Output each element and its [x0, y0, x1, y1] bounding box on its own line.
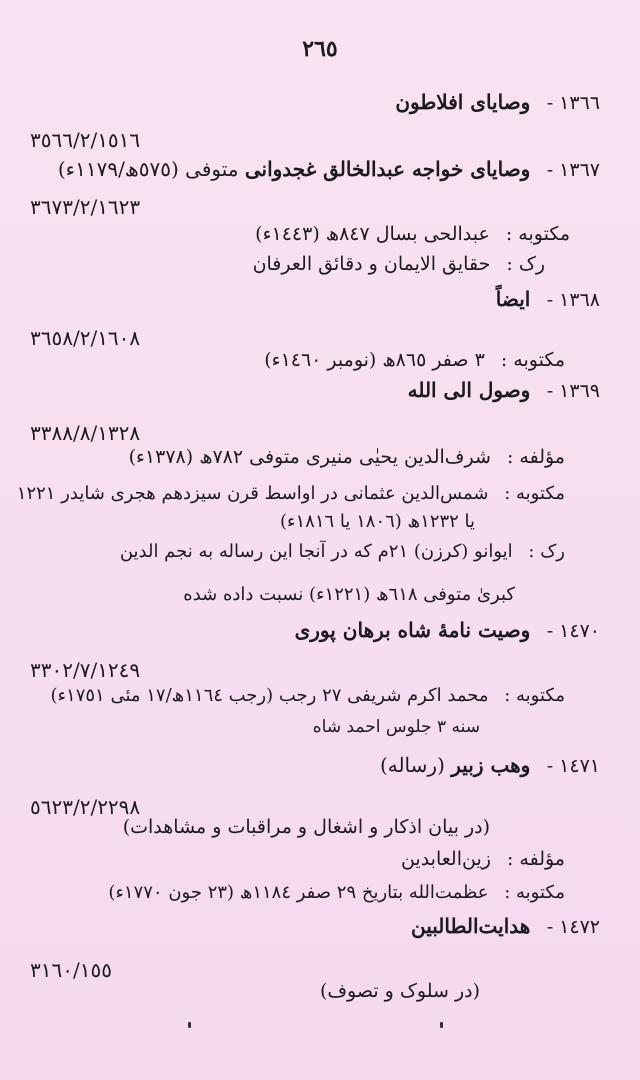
field-label: مکتوبه :	[505, 223, 570, 245]
entry-number: ١٣٦٦ -	[546, 92, 600, 114]
field-text: حقایق الایمان و دقائق العرفان	[252, 253, 491, 275]
field-text: زین‌العابدین	[400, 848, 491, 870]
field-maktubeh	[51, 685, 565, 706]
entry-note: متوفی (٥٧٥ھ/١١٧٩ء)	[57, 157, 239, 181]
field-maktubeh	[17, 483, 565, 504]
field-maktubeh	[264, 349, 565, 371]
field-continuation: یا ١٢٣٢ھ (١٨٠٦ یا ١٨١٦ء)	[280, 511, 475, 532]
field-text: عبدالحی بسال ٨٤٧ھ (١٤٤٣ء)	[255, 223, 490, 245]
shelf-mark: ٣٦٧٣/٢/١٦٢٣	[30, 195, 141, 219]
entry-title: ایضاً	[495, 287, 531, 311]
entry-title: وصول الی الله	[407, 378, 531, 402]
entry-1369	[408, 378, 600, 402]
field-moallefeh	[129, 446, 565, 468]
field-label: رک :	[506, 253, 545, 275]
shelf-mark: ٣٣٨٨/٨/١٣٢٨	[30, 421, 141, 445]
shelf-mark: ٣١٦٠/١٥٥	[30, 958, 112, 982]
field-label: رک :	[528, 541, 565, 562]
entry-number: ١٤٧١ -	[546, 755, 600, 777]
print-mark	[188, 1022, 191, 1028]
entry-number: ١٣٦٧ -	[546, 159, 600, 181]
entry-1472	[411, 914, 600, 938]
entry-title: وصایای خواجه عبدالخالق غجدوانی	[244, 157, 531, 181]
field-maktubeh	[108, 882, 565, 903]
print-mark	[440, 1022, 443, 1028]
shelf-mark: ٣٣٠٢/٧/١٢٤٩	[30, 658, 141, 682]
entry-title: وصیت نامهٔ شاه برهان پوری	[294, 618, 531, 642]
field-label: مکتوبه :	[504, 685, 565, 706]
entry-1471	[380, 753, 600, 777]
page-number: ٢٦٥	[302, 36, 338, 62]
field-label: مکتوبه :	[500, 349, 565, 371]
entry-number: ١٤٧٢ -	[546, 916, 600, 938]
entry-title: هدایت‌الطالبین	[410, 914, 531, 938]
field-label: مؤلفه :	[506, 446, 565, 468]
field-label: مؤلفه :	[506, 848, 565, 870]
field-text: ایوانو (کرزن) ٢١م که در آنجا این رساله به نجم الدین	[119, 541, 513, 562]
entry-number: ١٣٦٨ -	[546, 289, 600, 311]
entry-1470	[295, 618, 600, 642]
field-maktubeh	[255, 223, 570, 245]
field-rak	[120, 541, 565, 562]
field-continuation: سنه ٣ جلوس احمد شاه	[312, 717, 480, 737]
field-rak	[253, 253, 545, 275]
field-label: مکتوبه :	[504, 882, 565, 903]
entry-number: ١٤٧٠ -	[546, 620, 600, 642]
shelf-mark: ٥٦٢٣/٢/٢٢٩٨	[30, 795, 141, 819]
field-continuation: کبریٰ متوفی ٦١٨ھ (١٢٢١ء) نسبت داده شده	[183, 584, 515, 605]
shelf-mark: ٣٦٥٨/٢/١٦٠٨	[30, 326, 141, 350]
entry-1368	[496, 287, 600, 311]
subject-note: (در سلوک و تصوف)	[319, 980, 480, 1002]
entry-1367	[58, 157, 600, 181]
field-text: عظمت‌الله بتاریخ ٢٩ صفر ١١٨٤ھ (٢٣ جون ١٧٧٠ء)	[108, 882, 489, 903]
field-text: ٣ صفر ٨٦٥ھ (نومبر ١٤٦٠ء)	[264, 349, 485, 371]
field-text: محمد اکرم شریفی ٢٧ رجب (رجب ١١٦٤ھ/١٧ مئی ١٧٥١ء)	[50, 685, 489, 706]
entry-number: ١٣٦٩ -	[546, 380, 600, 402]
field-label: مکتوبه :	[504, 483, 565, 504]
entry-1366	[395, 90, 600, 114]
shelf-mark: ٣٥٦٦/٢/١٥١٦	[30, 128, 141, 152]
entry-note: (رساله)	[379, 753, 445, 777]
field-text: شرف‌الدین یحیٰی منیری متوفی ٧٨٢ھ (١٣٧٨ء)	[128, 446, 491, 468]
entry-title: وصایای افلاطون	[395, 90, 531, 114]
field-text: شمس‌الدین عثمانی در اواسط قرن سیزدهم هجری شایدر ١٢٢١	[16, 483, 489, 504]
field-moallefeh	[401, 848, 565, 870]
entry-title: وهب زبیر	[451, 753, 531, 777]
subject-note: (در بیان اذکار و اشغال و مراقبات و مشاهدات)	[122, 816, 490, 838]
